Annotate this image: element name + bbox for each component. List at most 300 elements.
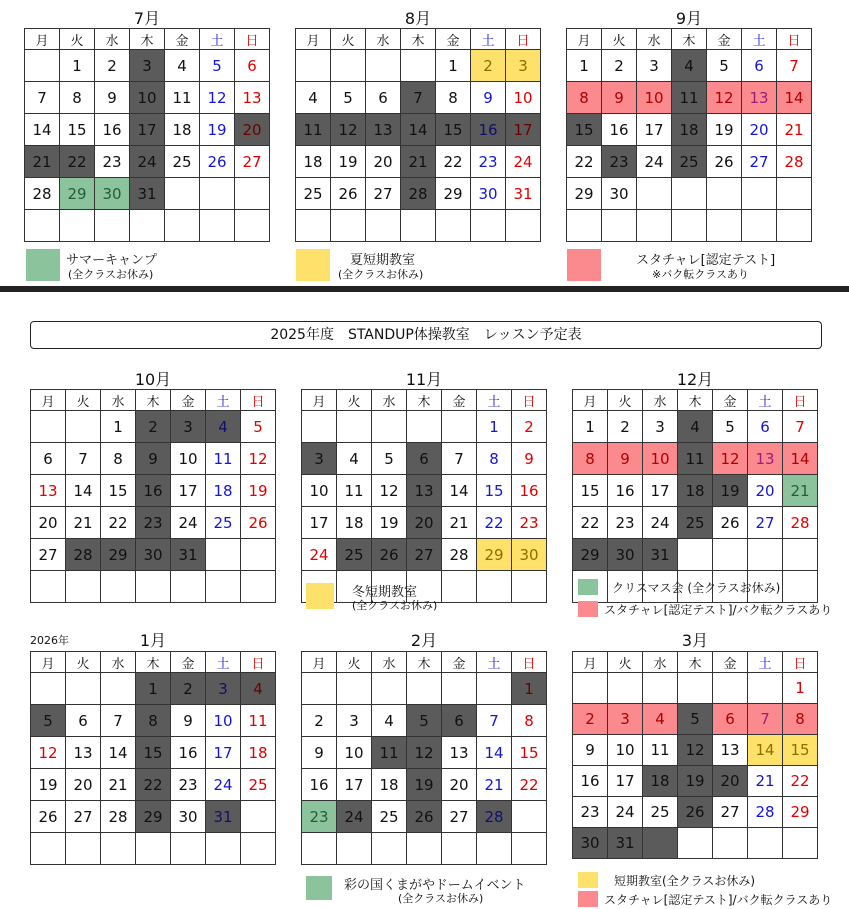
weekday-header: 水 [643,652,678,673]
empty-cell [512,833,547,865]
weekday-header: 火 [602,29,637,50]
day-cell: 9 [302,737,337,769]
legend-stachalle-sep-sub: ※バク転クラスあり [652,268,749,281]
day-cell: 28 [748,797,783,828]
empty-cell [165,178,200,210]
weekday-header: 木 [672,29,707,50]
empty-cell [506,210,541,242]
day-cell: 27 [366,178,401,210]
day-cell: 1 [136,673,171,705]
day-cell: 27 [742,146,777,178]
weekday-header: 月 [573,652,608,673]
day-cell: 10 [130,82,165,114]
day-cell: 16 [512,475,547,507]
weekday-header: 日 [506,29,541,50]
day-cell: 24 [302,539,337,571]
day-cell: 26 [678,797,713,828]
day-cell: 23 [602,146,637,178]
day-cell: 30 [512,539,547,571]
day-cell: 3 [608,704,643,735]
empty-cell [678,539,713,571]
empty-cell [678,673,713,704]
day-cell: 25 [643,797,678,828]
day-cell: 24 [506,146,541,178]
empty-cell [95,210,130,242]
empty-cell [637,210,672,242]
day-cell: 2 [573,704,608,735]
weekday-header: 火 [608,652,643,673]
empty-cell [171,833,206,865]
empty-cell [407,833,442,865]
weekday-header: 金 [171,652,206,673]
day-cell: 30 [95,178,130,210]
day-cell: 16 [608,475,643,507]
day-cell: 21 [66,507,101,539]
day-cell: 22 [136,769,171,801]
empty-cell [296,50,331,82]
weekday-header: 土 [200,29,235,50]
day-cell: 6 [235,50,270,82]
day-cell: 15 [573,475,608,507]
day-cell: 10 [506,82,541,114]
empty-cell [366,50,401,82]
day-cell: 28 [401,178,436,210]
legend-swatch-summer-camp [26,249,60,281]
day-cell: 5 [31,705,66,737]
day-cell: 25 [372,801,407,833]
day-cell: 8 [136,705,171,737]
empty-cell [477,833,512,865]
empty-cell [783,828,818,859]
day-cell: 2 [302,705,337,737]
day-cell: 3 [206,673,241,705]
empty-cell [477,571,512,603]
day-cell: 11 [643,735,678,766]
weekday-header: 日 [235,29,270,50]
day-cell: 1 [783,673,818,704]
day-cell: 13 [742,82,777,114]
month-title-feb: 2月 [410,631,438,650]
day-cell: 26 [707,146,742,178]
day-cell: 17 [643,475,678,507]
empty-cell [748,673,783,704]
weekday-header: 木 [678,652,713,673]
day-cell: 1 [512,673,547,705]
calendar-jul [24,28,270,242]
legend-winter-short-label: 冬短期教室 [352,585,418,600]
empty-cell [66,411,101,443]
weekday-header: 日 [783,652,818,673]
day-cell: 7 [748,704,783,735]
day-cell: 29 [477,539,512,571]
empty-cell [101,571,136,603]
day-cell: 9 [95,82,130,114]
day-cell: 2 [471,50,506,82]
empty-cell [66,673,101,705]
day-cell: 23 [608,507,643,539]
day-cell: 1 [60,50,95,82]
legend-short-course-label: 短期教室(全クラスお休み) [614,874,756,888]
empty-cell [25,50,60,82]
day-cell: 11 [337,475,372,507]
month-title-jul: 7月 [133,9,161,28]
day-cell: 7 [477,705,512,737]
weekday-header: 月 [25,29,60,50]
day-cell: 28 [101,801,136,833]
day-cell: 25 [672,146,707,178]
empty-cell [742,178,777,210]
empty-cell [206,833,241,865]
day-cell: 10 [643,443,678,475]
day-cell: 2 [136,411,171,443]
day-cell: 12 [241,443,276,475]
day-cell: 19 [707,114,742,146]
day-cell: 16 [95,114,130,146]
day-cell: 13 [407,475,442,507]
day-cell: 20 [748,475,783,507]
day-cell: 3 [302,443,337,475]
day-cell: 11 [372,737,407,769]
day-cell: 16 [136,475,171,507]
day-cell: 25 [165,146,200,178]
day-cell: 7 [401,82,436,114]
day-cell: 25 [678,507,713,539]
empty-cell [643,673,678,704]
day-cell: 12 [678,735,713,766]
day-cell: 23 [512,507,547,539]
day-cell: 1 [567,50,602,82]
day-cell: 23 [471,146,506,178]
empty-cell [171,571,206,603]
day-cell: 6 [748,411,783,443]
day-cell: 30 [602,178,637,210]
calendar-jan [30,651,276,865]
legend-stachalle-mar-label: スタチャレ[認定テスト]/バク転クラスあり [604,893,833,907]
empty-cell [241,539,276,571]
legend-summer-camp-sub: (全クラスお休み) [68,268,154,281]
empty-cell [241,801,276,833]
day-cell: 1 [436,50,471,82]
day-cell: 18 [241,737,276,769]
day-cell: 20 [407,507,442,539]
day-cell: 22 [60,146,95,178]
day-cell: 13 [442,737,477,769]
month-title-nov: 11月 [405,370,443,389]
day-cell: 21 [748,766,783,797]
legend-swatch-summer-short [296,249,330,281]
empty-cell [372,673,407,705]
empty-cell [200,210,235,242]
calendar-sep [566,28,812,242]
day-cell: 19 [331,146,366,178]
weekday-header: 金 [707,29,742,50]
day-cell: 4 [165,50,200,82]
day-cell: 26 [241,507,276,539]
day-cell: 27 [748,507,783,539]
day-cell: 24 [337,801,372,833]
empty-cell [748,828,783,859]
day-cell: 15 [512,737,547,769]
month-title-oct: 10月 [134,370,172,389]
weekday-header: 土 [206,390,241,411]
day-cell: 18 [206,475,241,507]
day-cell: 21 [442,507,477,539]
empty-cell [637,178,672,210]
day-cell: 13 [235,82,270,114]
day-cell: 6 [442,705,477,737]
day-cell: 19 [678,766,713,797]
empty-cell [302,411,337,443]
day-cell: 18 [643,766,678,797]
weekday-header: 木 [401,29,436,50]
day-cell: 11 [672,82,707,114]
weekday-header: 火 [66,652,101,673]
empty-cell [713,828,748,859]
day-cell: 4 [643,704,678,735]
day-cell: 3 [171,411,206,443]
weekday-header: 火 [337,652,372,673]
day-cell: 15 [436,114,471,146]
day-cell: 12 [331,114,366,146]
day-cell: 11 [241,705,276,737]
month-title-dec: 12月 [676,370,714,389]
day-cell: 14 [25,114,60,146]
day-cell: 17 [302,507,337,539]
day-cell: 22 [783,766,818,797]
weekday-header: 日 [783,390,818,411]
day-cell: 2 [95,50,130,82]
day-cell: 26 [200,146,235,178]
day-cell: 10 [608,735,643,766]
day-cell: 23 [171,769,206,801]
empty-cell [777,210,812,242]
empty-cell [66,571,101,603]
empty-cell [573,673,608,704]
day-cell: 27 [713,797,748,828]
day-cell: 5 [678,704,713,735]
day-cell: 7 [66,443,101,475]
day-cell: 31 [506,178,541,210]
empty-cell [331,50,366,82]
empty-cell [672,178,707,210]
day-cell: 23 [302,801,337,833]
day-cell: 13 [748,443,783,475]
day-cell: 16 [471,114,506,146]
day-cell: 2 [608,411,643,443]
weekday-header: 日 [512,390,547,411]
weekday-header: 水 [366,29,401,50]
day-cell: 3 [506,50,541,82]
day-cell: 18 [372,769,407,801]
weekday-header: 木 [130,29,165,50]
weekday-header: 水 [637,29,672,50]
day-cell: 9 [602,82,637,114]
empty-cell [748,539,783,571]
day-cell: 31 [608,828,643,859]
day-cell: 30 [171,801,206,833]
empty-cell [302,833,337,865]
day-cell: 10 [206,705,241,737]
weekday-header: 土 [742,29,777,50]
empty-cell [66,833,101,865]
day-cell: 10 [302,475,337,507]
empty-cell [442,673,477,705]
day-cell: 29 [567,178,602,210]
day-cell: 25 [241,769,276,801]
weekday-header: 火 [66,390,101,411]
day-cell: 22 [512,769,547,801]
day-cell: 4 [672,50,707,82]
empty-cell [31,411,66,443]
day-cell: 5 [241,411,276,443]
day-cell: 20 [366,146,401,178]
day-cell: 18 [678,475,713,507]
empty-cell [31,571,66,603]
day-cell: 17 [637,114,672,146]
day-cell: 11 [206,443,241,475]
day-cell: 12 [31,737,66,769]
day-cell: 15 [136,737,171,769]
day-cell: 24 [643,507,678,539]
day-cell: 15 [567,114,602,146]
day-cell: 6 [407,443,442,475]
month-title-aug: 8月 [404,9,432,28]
day-cell: 17 [171,475,206,507]
weekday-header: 水 [101,390,136,411]
calendar-dec [572,389,818,603]
weekday-header: 金 [442,390,477,411]
weekday-header: 火 [60,29,95,50]
empty-cell [608,673,643,704]
empty-cell [366,210,401,242]
weekday-header: 日 [777,29,812,50]
day-cell: 11 [678,443,713,475]
day-cell: 24 [171,507,206,539]
legend-swatch-stachalle-sep [567,249,601,281]
day-cell: 9 [471,82,506,114]
day-cell: 4 [296,82,331,114]
day-cell: 2 [171,673,206,705]
day-cell: 29 [573,539,608,571]
day-cell: 4 [372,705,407,737]
day-cell: 9 [573,735,608,766]
day-cell: 14 [477,737,512,769]
weekday-header: 水 [372,652,407,673]
day-cell: 15 [477,475,512,507]
day-cell: 4 [241,673,276,705]
weekday-header: 日 [241,652,276,673]
empty-cell [136,833,171,865]
day-cell: 14 [783,443,818,475]
empty-cell [678,828,713,859]
calendar-mar [572,651,818,859]
empty-cell [31,673,66,705]
day-cell: 26 [331,178,366,210]
day-cell: 12 [707,82,742,114]
day-cell: 28 [477,801,512,833]
empty-cell [302,673,337,705]
empty-cell [407,673,442,705]
legend-swatch-christmas [578,579,598,595]
day-cell: 24 [637,146,672,178]
empty-cell [241,833,276,865]
day-cell: 5 [200,50,235,82]
day-cell: 22 [573,507,608,539]
day-cell: 21 [401,146,436,178]
day-cell: 29 [783,797,818,828]
day-cell: 5 [407,705,442,737]
day-cell: 20 [235,114,270,146]
weekday-header: 木 [136,390,171,411]
day-cell: 7 [783,411,818,443]
weekday-header: 月 [31,390,66,411]
day-cell: 30 [471,178,506,210]
day-cell: 26 [31,801,66,833]
day-cell: 4 [206,411,241,443]
day-cell: 29 [101,539,136,571]
weekday-header: 水 [372,390,407,411]
day-cell: 18 [337,507,372,539]
day-cell: 3 [337,705,372,737]
month-title-sep: 9月 [675,9,703,28]
day-cell: 11 [165,82,200,114]
day-cell: 20 [31,507,66,539]
day-cell: 21 [477,769,512,801]
day-cell: 22 [436,146,471,178]
empty-cell [337,411,372,443]
empty-cell [407,411,442,443]
day-cell: 16 [302,769,337,801]
day-cell: 12 [407,737,442,769]
empty-cell [512,801,547,833]
legend-summer-camp-label: サマーキャンプ [66,253,158,268]
day-cell: 7 [442,443,477,475]
legend-christmas-label: クリスマス会 (全クラスお休み) [612,581,781,595]
weekday-header: 月 [567,29,602,50]
day-cell: 14 [66,475,101,507]
day-cell: 9 [608,443,643,475]
empty-cell [60,210,95,242]
day-cell: 21 [101,769,136,801]
day-cell: 19 [200,114,235,146]
empty-cell [401,210,436,242]
day-cell: 28 [783,507,818,539]
day-cell: 16 [573,766,608,797]
day-cell: 6 [713,704,748,735]
day-cell: 19 [31,769,66,801]
day-cell: 5 [713,411,748,443]
day-cell: 14 [748,735,783,766]
day-cell: 21 [25,146,60,178]
day-cell: 11 [296,114,331,146]
day-cell: 29 [60,178,95,210]
weekday-header: 金 [713,652,748,673]
day-cell: 9 [512,443,547,475]
weekday-header: 月 [302,390,337,411]
empty-cell [101,673,136,705]
weekday-header: 火 [608,390,643,411]
day-cell: 8 [573,443,608,475]
day-cell: 7 [101,705,136,737]
legend-swatch-winter-short [306,583,334,609]
day-cell: 13 [366,114,401,146]
day-cell: 6 [31,443,66,475]
day-cell: 20 [442,769,477,801]
day-cell: 2 [512,411,547,443]
empty-cell [713,673,748,704]
empty-cell [130,210,165,242]
day-cell: 30 [608,539,643,571]
